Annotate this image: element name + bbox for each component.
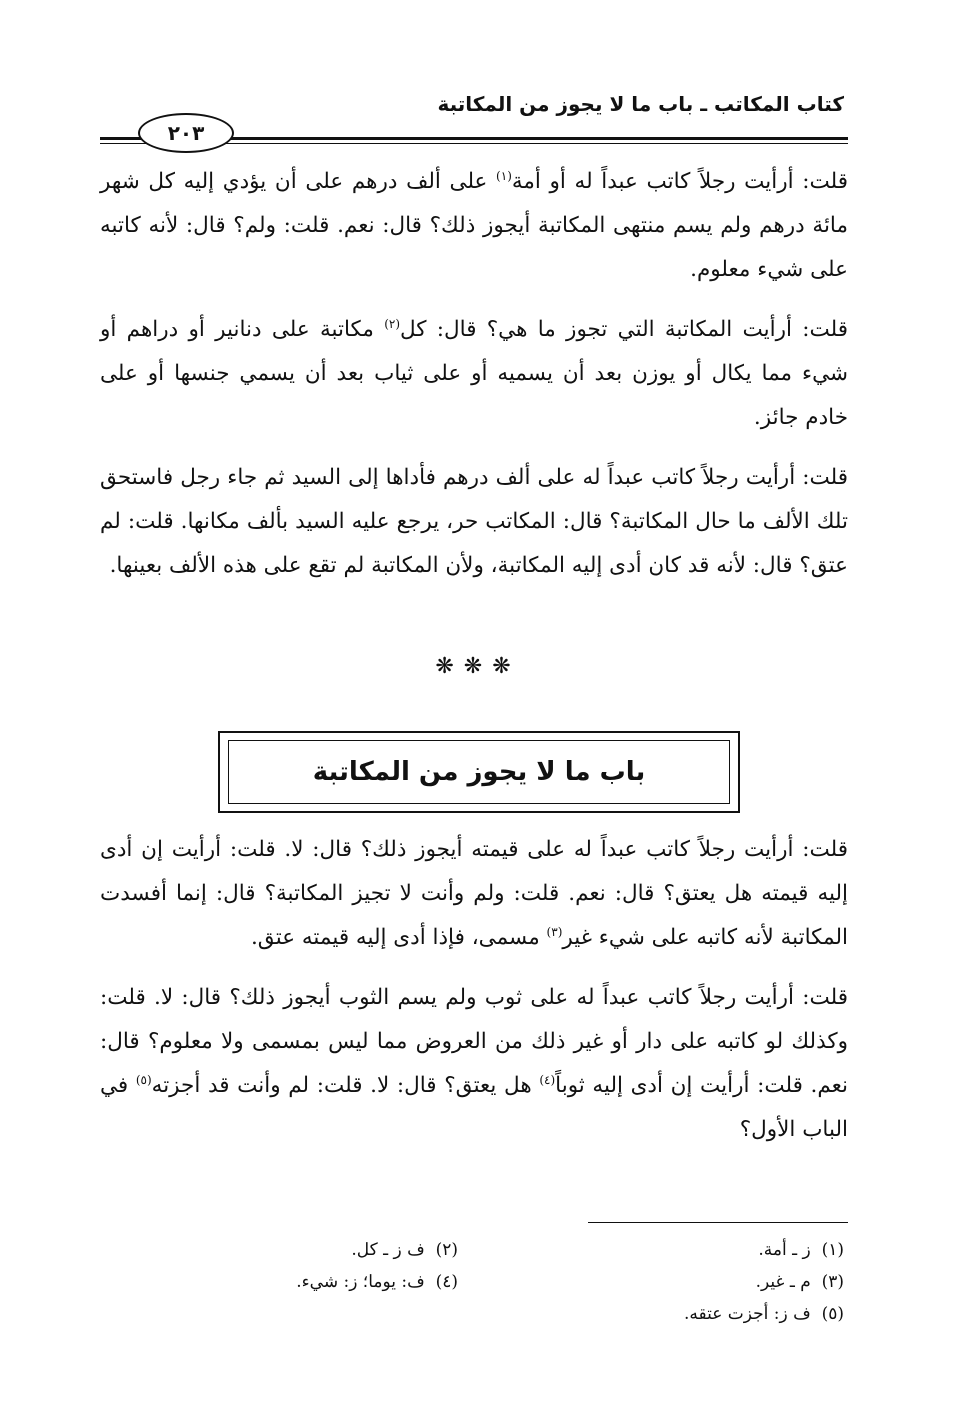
footnote-ref-1: (١) bbox=[496, 168, 512, 183]
footnote-3: (٣) م ـ غير. bbox=[755, 1272, 844, 1292]
footnote-rule bbox=[588, 1222, 848, 1223]
footnote-5: (٥) ف ز: أجزت عتقه. bbox=[683, 1304, 844, 1324]
paragraph-3: قلت: أرأيت رجلاً كاتب عبداً له على ألف درهم فأداها إلى السيد ثم جاء رجل فاستحق تلك الألف ما حال المكاتبة؟ قال: المكاتب حر، يرجع عليه السيد بألف مكانها. قلت: لم عتق؟ قال: لأنه قد كان أدى إليه المكاتبة، ولأن المكاتبة لم تقع على هذه الألف بعينها. bbox=[100, 465, 848, 578]
paragraph-2: قلت: أرأيت المكاتبة التي تجوز ما هي؟ قال: كل$^{(٢)}$ مكاتبة على دنانير أو دراهم أو شيء مما يكال أو يوزن بعد أن يسميه أو على ثياب بعد أن يسمي جنسها أو على خادم جائز. bbox=[100, 316, 848, 430]
footnote-ref-2: (٢) bbox=[384, 316, 401, 331]
paragraph-4: قلت: أرأيت رجلاً كاتب عبداً له على قيمته أيجوز ذلك؟ قال: لا. قلت: أرأيت إن أدى إليه قيمته هل يعتق؟ قال: نعم. قلت: ولم وأنت لا تجيز المكاتبة؟ قال: إنما أفسدت المكاتبة لأنه كاتبه على شيء غير$^{(٣)}$ مسمى، فإذا أدى إليه قيمته عتق. bbox=[100, 837, 848, 950]
chapter-title-frame bbox=[218, 731, 740, 813]
footnote-ref-3: (٣) bbox=[546, 924, 563, 939]
section-2 bbox=[100, 828, 848, 1152]
footnote-2: (٢) ف ز ـ كل. bbox=[351, 1240, 458, 1260]
footnote-ref-5: (٥) bbox=[135, 1072, 152, 1087]
section-separator: ❋❋❋ bbox=[435, 654, 521, 679]
section-1 bbox=[100, 160, 848, 588]
chapter-title: باب ما لا يجوز من المكاتبة bbox=[312, 757, 646, 787]
footnote-ref-4: (٤) bbox=[539, 1072, 556, 1087]
paragraph-1: قلت: أرأيت رجلاً كاتب عبداً له أو أمة$^{(١)}$ على ألف درهم على أن يؤدي إليه كل شهر مائة درهم ولم يسم منتهى المكاتبة أيجوز ذلك؟ قال: نعم. قلت: ولم؟ قال: لأنه كاتبه على شيء معلوم. bbox=[100, 168, 848, 282]
running-header: كتاب المكاتب ـ باب ما لا يجوز من المكاتبة bbox=[437, 92, 844, 116]
footnote-4: (٤) ف: يوما؛ ز: شيء. bbox=[296, 1272, 458, 1292]
paragraph-5: قلت: أرأيت رجلاً كاتب عبداً له على ثوب ولم يسم الثوب أيجوز ذلك؟ قال: لا. قلت: وكذلك لو كاتبه على دار أو غير ذلك من العروض مما ليس بمسمى ولا معلوم؟ قال: نعم. قلت: أرأيت إن أدى إليه ثوباً$^{(٤)}$ هل يعتق؟ قال: لا. قلت: لم وأنت قد أجزته$^{(٥)}$ في الباب الأول؟ bbox=[100, 985, 848, 1142]
page-number: ٢٠٣ bbox=[138, 113, 234, 153]
footnote-1: (١) ز ـ أمة. bbox=[758, 1240, 844, 1260]
